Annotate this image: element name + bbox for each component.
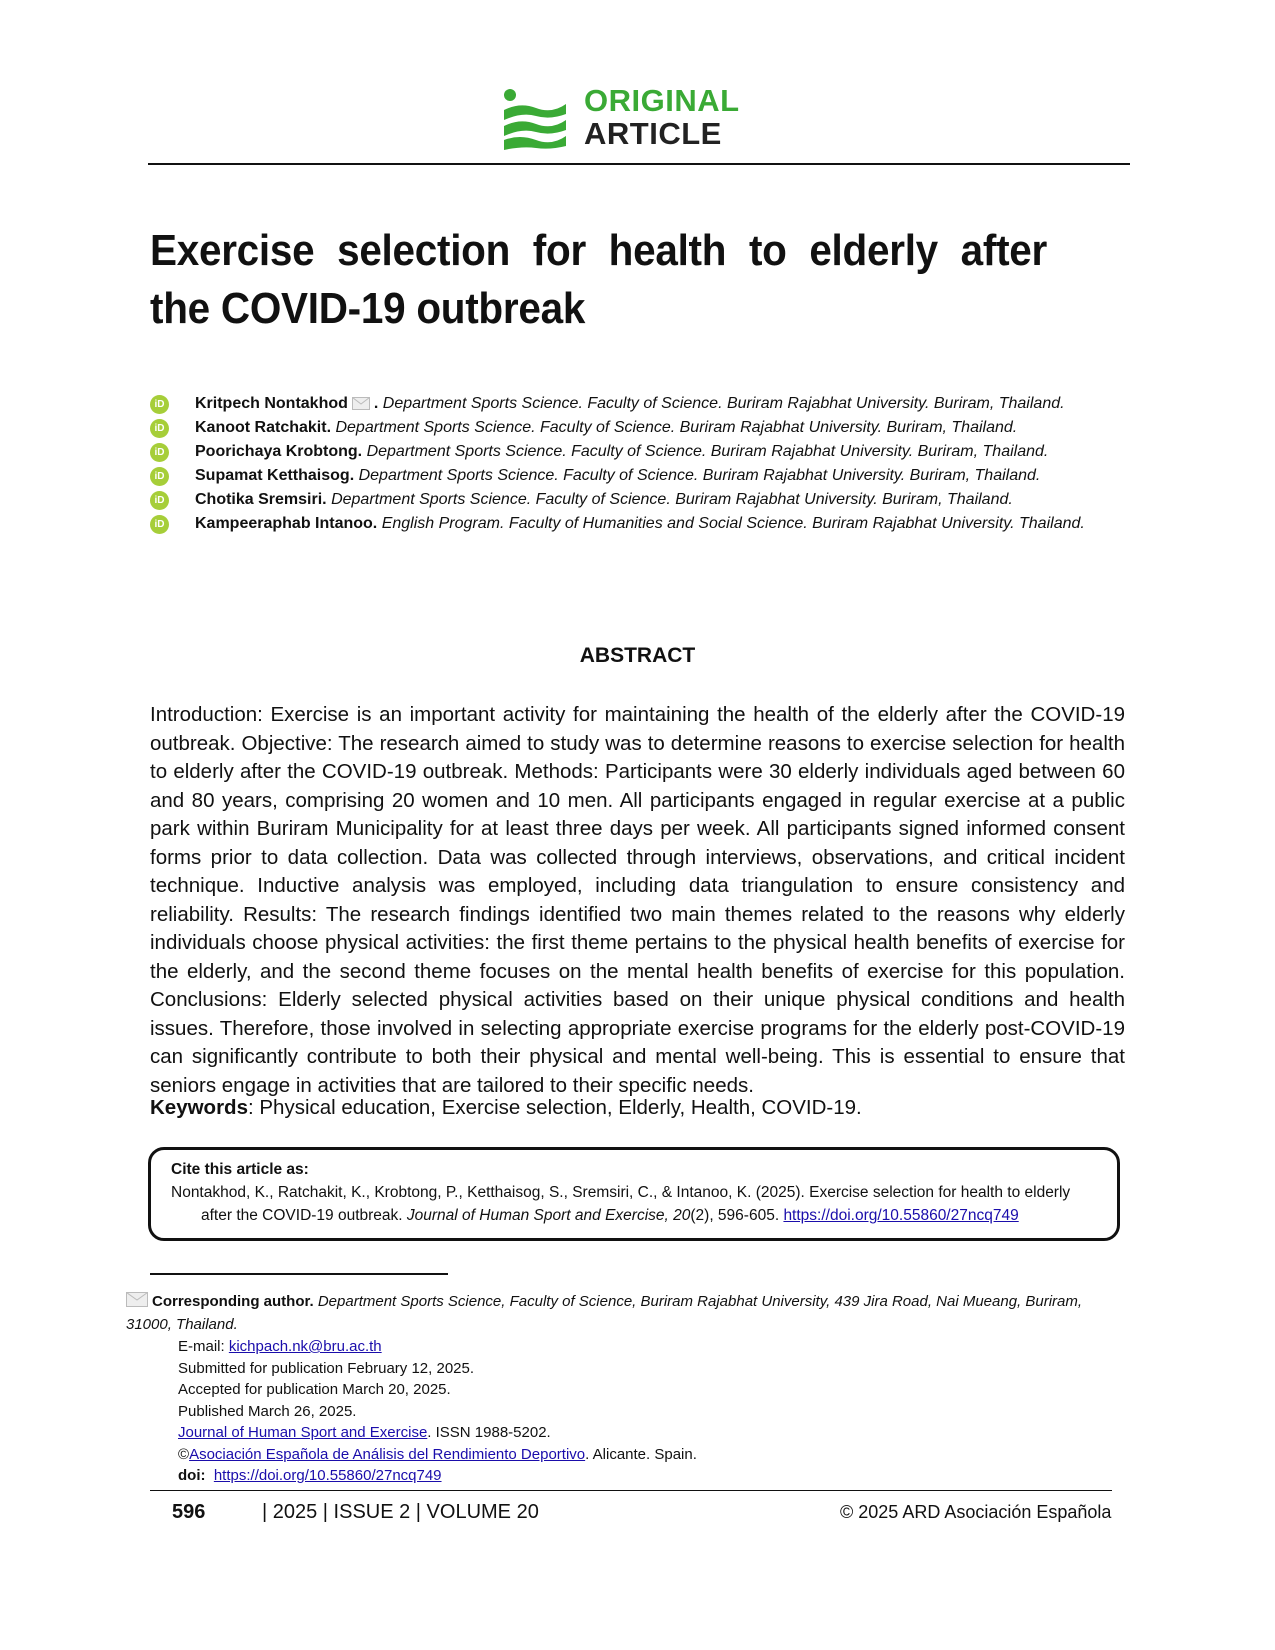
issue-info: | 2025 | ISSUE 2 | VOLUME 20: [262, 1501, 539, 1523]
publisher-line: [178, 1444, 697, 1466]
abstract-heading: ABSTRACT: [579, 644, 696, 667]
orcid-icon[interactable]: iD: [150, 467, 169, 486]
citation-box: [148, 1147, 1120, 1241]
envelope-icon[interactable]: [352, 397, 370, 410]
author-item: [150, 464, 1130, 488]
author-name: Chotika Sremsiri.: [195, 491, 327, 508]
journal-link[interactable]: Journal of Human Sport and Exercise: [178, 1424, 428, 1441]
author-item: [150, 512, 1130, 536]
citation-doi-link[interactable]: https://doi.org/10.55860/27ncq749: [783, 1207, 1019, 1224]
citation-issue-pages: (2), 596-605.: [690, 1207, 784, 1224]
orcid-icon[interactable]: iD: [150, 443, 169, 462]
author-affiliation: Department Sports Science. Faculty of Science. Buriram Rajabhat University. Buriram, Thailand.: [358, 467, 1041, 484]
corresponding-marker: .: [373, 395, 379, 412]
page-number: 596: [172, 1501, 206, 1523]
orcid-icon[interactable]: iD: [150, 491, 169, 510]
citation-authors-title: Nontakhod, K., Ratchakit, K., Krobtong, P., Ketthaisog, S., Sremsiri, C., & Intanoo, K. (2025). Exercise selection for health to elderly after the COVID-19 outbreak.: [171, 1184, 1071, 1224]
citation-heading: Cite this article as:: [171, 1161, 309, 1178]
publisher-location: . Alicante. Spain.: [585, 1445, 697, 1463]
logo-line-original: ORIGINAL: [584, 83, 740, 118]
accepted-date: Accepted for publication March 20, 2025.: [178, 1381, 451, 1398]
author-item: [150, 440, 1130, 464]
keywords: [150, 1094, 1125, 1122]
footer-divider: [150, 1490, 1112, 1491]
publication-metadata: [178, 1336, 697, 1487]
original-article-logo-icon: [502, 88, 568, 150]
submitted-date: Submitted for publication February 12, 2025.: [178, 1359, 475, 1377]
article-title: Exercise selection for health to elderly after the COVID-19 outbreak: [150, 226, 1047, 333]
doi-label: doi:: [178, 1467, 206, 1484]
logo-line-article: ARTICLE: [584, 116, 722, 151]
footer-copyright: © 2025 ARD Asociación Española: [840, 1502, 1112, 1522]
copyright-symbol: ©: [178, 1445, 190, 1463]
doi-link[interactable]: https://doi.org/10.55860/27ncq749: [213, 1467, 442, 1484]
footnote-divider: [150, 1273, 448, 1275]
author-affiliation: English Program. Faculty of Humanities and Social Science. Buriram Rajabhat University. Thailand.: [381, 515, 1085, 532]
author-name: Kampeeraphab Intanoo.: [195, 515, 378, 532]
citation-text: [171, 1181, 1097, 1227]
author-name: Poorichaya Krobtong.: [195, 443, 363, 460]
author-name: Kanoot Ratchakit.: [195, 419, 332, 436]
author-item: [150, 488, 1130, 512]
orcid-icon[interactable]: iD: [150, 419, 169, 438]
published-date: Published March 26, 2025.: [178, 1402, 357, 1420]
original-article-logo: [502, 84, 772, 154]
envelope-icon: [126, 1292, 148, 1307]
author-affiliation: Department Sports Science. Faculty of Science. Buriram Rajabhat University. Buriram, Thailand.: [366, 443, 1049, 460]
publisher-link[interactable]: Asociación Española de Análisis del Rendimiento Deportivo: [189, 1445, 586, 1463]
abstract-text: Introduction: Exercise is an important activity for maintaining the health of the elderly after the COVID-19 outbreak. Objective: The research aimed to study was to determine reasons to exercise selection for health to elderly after the COVID-19 outbreak. Methods: Participants were 30 elderly individuals aged between 60 and 80 years, comprising 20 women and 10 men. All participants engaged in regular exercise at a public park within Buriram Municipality for at least three days per week. All participants signed informed consent forms prior to data collection. Data was collected through interviews, observations, and critical incident technique. Inductive analysis was employed, including data triangulation to ensure consistency and reliability. Results: The research findings identified two main themes related to the reasons why elderly individuals choose physical activities: the first theme pertains to the physical health benefits of exercise for the elderly, and the second theme focuses on the mental health benefits of exercise for this population. Conclusions: Elderly selected physical activities based on their unique physical conditions and health issues. Therefore, those involved in selecting appropriate exercise programs for the elderly post-COVID-19 can significantly contribute to both their physical and mental well-being. This is essential to ensure that seniors engage in activities that are tailored to their specific needs.: [150, 703, 1125, 1097]
author-name: Kritpech Nontakhod: [195, 395, 348, 412]
email-line: [178, 1336, 697, 1358]
author-name: Supamat Ketthaisog.: [195, 467, 355, 484]
author-affiliation: Department Sports Science. Faculty of Science. Buriram Rajabhat University. Buriram, Thailand.: [331, 491, 1013, 508]
header-divider: [148, 163, 1130, 165]
email-link[interactable]: kichpach.nk@bru.ac.th: [228, 1338, 382, 1355]
author-item: [150, 392, 1130, 416]
keywords-label: Keywords: [150, 1096, 248, 1119]
author-list: [150, 392, 1130, 536]
citation-journal: Journal of Human Sport and Exercise, 20: [406, 1207, 691, 1224]
author-affiliation: Department Sports Science. Faculty of Science. Buriram Rajabhat University. Buriram, Thailand.: [335, 419, 1018, 436]
corresponding-affiliation: Department Sports Science, Faculty of Science, Buriram Rajabhat University, 439 Jira Road, Nai Mueang, Buriram, 31000, Thailand.: [126, 1293, 1083, 1333]
email-label: E-mail:: [178, 1338, 229, 1355]
keywords-text: : Physical education, Exercise selection, Elderly, Health, COVID-19.: [247, 1096, 862, 1119]
orcid-icon[interactable]: iD: [150, 395, 169, 414]
author-affiliation: Department Sports Science. Faculty of Science. Buriram Rajabhat University. Buriram, Thailand.: [382, 395, 1065, 412]
author-item: [150, 416, 1130, 440]
corresponding-author: [126, 1290, 1126, 1336]
journal-line: [178, 1422, 697, 1444]
corresponding-label: Corresponding author.: [152, 1293, 314, 1310]
doi-line: [178, 1465, 697, 1487]
issn: . ISSN 1988-5202.: [427, 1424, 551, 1441]
orcid-icon[interactable]: iD: [150, 515, 169, 534]
